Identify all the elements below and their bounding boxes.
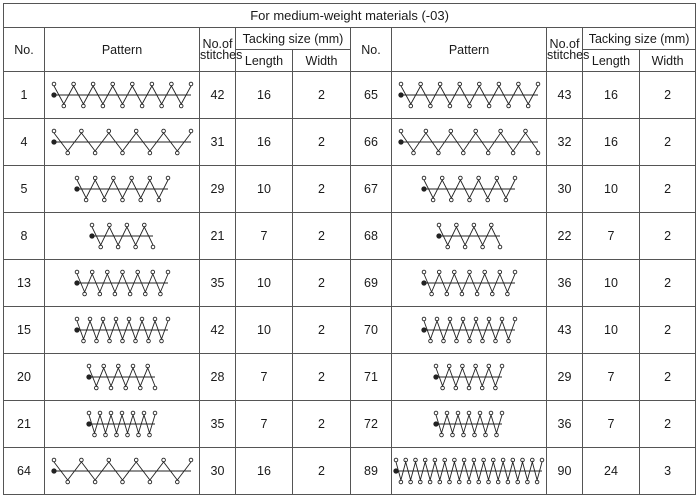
tacking-width: 2 — [640, 119, 696, 166]
pattern-number: 5 — [4, 166, 45, 213]
stitch-count: 42 — [200, 307, 236, 354]
header-tacking-size-left: Tacking size (mm) — [236, 28, 351, 50]
tacking-length: 10 — [583, 307, 640, 354]
pattern-cell — [392, 401, 547, 448]
pattern-number: 71 — [351, 354, 392, 401]
stitch-count: 30 — [547, 166, 583, 213]
stitch-count: 42 — [200, 72, 236, 119]
tacking-width: 2 — [293, 166, 351, 213]
stitch-count: 36 — [547, 401, 583, 448]
stitch-count: 35 — [200, 401, 236, 448]
tacking-length: 16 — [236, 448, 293, 495]
stitch-pattern-illustration — [73, 174, 172, 204]
stitch-pattern-illustration — [50, 127, 195, 157]
table-row — [4, 448, 696, 495]
stitch-pattern-illustration — [420, 315, 519, 345]
header-length-left: Length — [236, 50, 293, 72]
stitch-pattern-illustration — [85, 409, 159, 439]
tacking-length: 10 — [236, 307, 293, 354]
tacking-width: 2 — [640, 401, 696, 448]
tacking-width: 2 — [293, 401, 351, 448]
header-tacking-size-right: Tacking size (mm) — [583, 28, 696, 50]
table-row — [4, 213, 696, 260]
stitch-pattern-illustration — [435, 221, 504, 251]
tacking-length: 7 — [236, 401, 293, 448]
pattern-cell — [392, 260, 547, 307]
pattern-cell — [45, 307, 200, 354]
pattern-number: 64 — [4, 448, 45, 495]
tacking-width: 2 — [293, 354, 351, 401]
pattern-cell — [392, 213, 547, 260]
pattern-cell — [392, 448, 547, 495]
header-no-left: No. — [4, 28, 45, 72]
tacking-width: 2 — [293, 307, 351, 354]
header-width-right: Width — [640, 50, 696, 72]
table-title: For medium-weight materials (-03) — [4, 4, 696, 28]
stitch-pattern-illustration — [420, 268, 519, 298]
stitch-count: 32 — [547, 119, 583, 166]
tacking-width: 2 — [293, 119, 351, 166]
stitch-pattern-illustration — [50, 80, 195, 110]
header-stitches-line2: stitches — [200, 47, 243, 62]
stitch-count: 36 — [547, 260, 583, 307]
header-stitches-line1: No.of — [202, 36, 233, 51]
stitch-pattern-illustration — [432, 362, 506, 392]
stitch-count: 90 — [547, 448, 583, 495]
pattern-cell — [45, 260, 200, 307]
stitch-pattern-illustration — [73, 315, 172, 345]
tacking-width: 2 — [640, 213, 696, 260]
tacking-length: 7 — [236, 354, 293, 401]
tacking-spec-table — [3, 3, 696, 495]
stitch-count: 21 — [200, 213, 236, 260]
stitch-count: 22 — [547, 213, 583, 260]
tacking-length: 10 — [583, 166, 640, 213]
tacking-width: 2 — [293, 448, 351, 495]
tacking-length: 10 — [236, 166, 293, 213]
tacking-width: 2 — [293, 72, 351, 119]
stitch-count: 43 — [547, 307, 583, 354]
tacking-width: 3 — [640, 448, 696, 495]
header-stitches-line2: stitches — [547, 47, 590, 62]
pattern-number: 13 — [4, 260, 45, 307]
pattern-cell — [392, 307, 547, 354]
pattern-number: 21 — [4, 401, 45, 448]
tacking-length: 7 — [236, 213, 293, 260]
tacking-length: 7 — [583, 354, 640, 401]
stitch-pattern-illustration — [392, 456, 546, 486]
stitch-pattern-illustration — [397, 80, 542, 110]
table-row — [4, 354, 696, 401]
pattern-cell — [392, 166, 547, 213]
pattern-cell — [45, 119, 200, 166]
stitch-pattern-illustration — [397, 127, 542, 157]
header-pattern-right: Pattern — [392, 28, 547, 72]
pattern-number: 65 — [351, 72, 392, 119]
pattern-cell — [392, 354, 547, 401]
pattern-number: 20 — [4, 354, 45, 401]
tacking-length: 16 — [236, 72, 293, 119]
pattern-cell — [45, 213, 200, 260]
table-row — [4, 119, 696, 166]
stitch-pattern-illustration — [420, 174, 519, 204]
pattern-number: 8 — [4, 213, 45, 260]
pattern-cell — [392, 119, 547, 166]
stitch-count: 35 — [200, 260, 236, 307]
header-stitches-right — [547, 28, 590, 72]
stitch-count: 30 — [200, 448, 236, 495]
pattern-cell — [45, 72, 200, 119]
pattern-cell — [45, 448, 200, 495]
tacking-width: 2 — [640, 260, 696, 307]
table-row — [4, 401, 696, 448]
tacking-width: 2 — [640, 354, 696, 401]
pattern-cell — [45, 354, 200, 401]
stitch-count: 29 — [547, 354, 583, 401]
tacking-length: 16 — [236, 119, 293, 166]
header-width-left: Width — [293, 50, 351, 72]
stitch-pattern-illustration — [432, 409, 506, 439]
stitch-count: 31 — [200, 119, 236, 166]
tacking-length: 7 — [583, 213, 640, 260]
pattern-number: 66 — [351, 119, 392, 166]
header-pattern-left: Pattern — [45, 28, 200, 72]
tacking-width: 2 — [640, 166, 696, 213]
pattern-cell — [392, 72, 547, 119]
stitch-count: 28 — [200, 354, 236, 401]
header-stitches-line1: No.of — [549, 36, 580, 51]
pattern-cell — [45, 166, 200, 213]
tacking-width: 2 — [293, 213, 351, 260]
stitch-pattern-illustration — [50, 456, 195, 486]
stitch-pattern-illustration — [85, 362, 159, 392]
tacking-width: 2 — [640, 307, 696, 354]
pattern-number: 1 — [4, 72, 45, 119]
table-row — [4, 72, 696, 119]
table-row — [4, 307, 696, 354]
table-row — [4, 260, 696, 307]
pattern-number: 72 — [351, 401, 392, 448]
tacking-length: 24 — [583, 448, 640, 495]
pattern-cell — [45, 401, 200, 448]
table-row — [4, 166, 696, 213]
tacking-length: 10 — [583, 260, 640, 307]
stitch-count: 43 — [547, 72, 583, 119]
header-length-right: Length — [583, 50, 640, 72]
pattern-number: 70 — [351, 307, 392, 354]
pattern-number: 4 — [4, 119, 45, 166]
pattern-number: 69 — [351, 260, 392, 307]
tacking-width: 2 — [293, 260, 351, 307]
tacking-length: 10 — [236, 260, 293, 307]
stitch-count: 29 — [200, 166, 236, 213]
tacking-length: 16 — [583, 119, 640, 166]
tacking-length: 16 — [583, 72, 640, 119]
pattern-number: 68 — [351, 213, 392, 260]
pattern-number: 15 — [4, 307, 45, 354]
stitch-pattern-illustration — [73, 268, 172, 298]
stitch-pattern-illustration — [88, 221, 157, 251]
pattern-number: 89 — [351, 448, 392, 495]
header-no-right: No. — [351, 28, 392, 72]
header-stitches-left — [200, 28, 243, 72]
tacking-width: 2 — [640, 72, 696, 119]
pattern-number: 67 — [351, 166, 392, 213]
tacking-length: 7 — [583, 401, 640, 448]
